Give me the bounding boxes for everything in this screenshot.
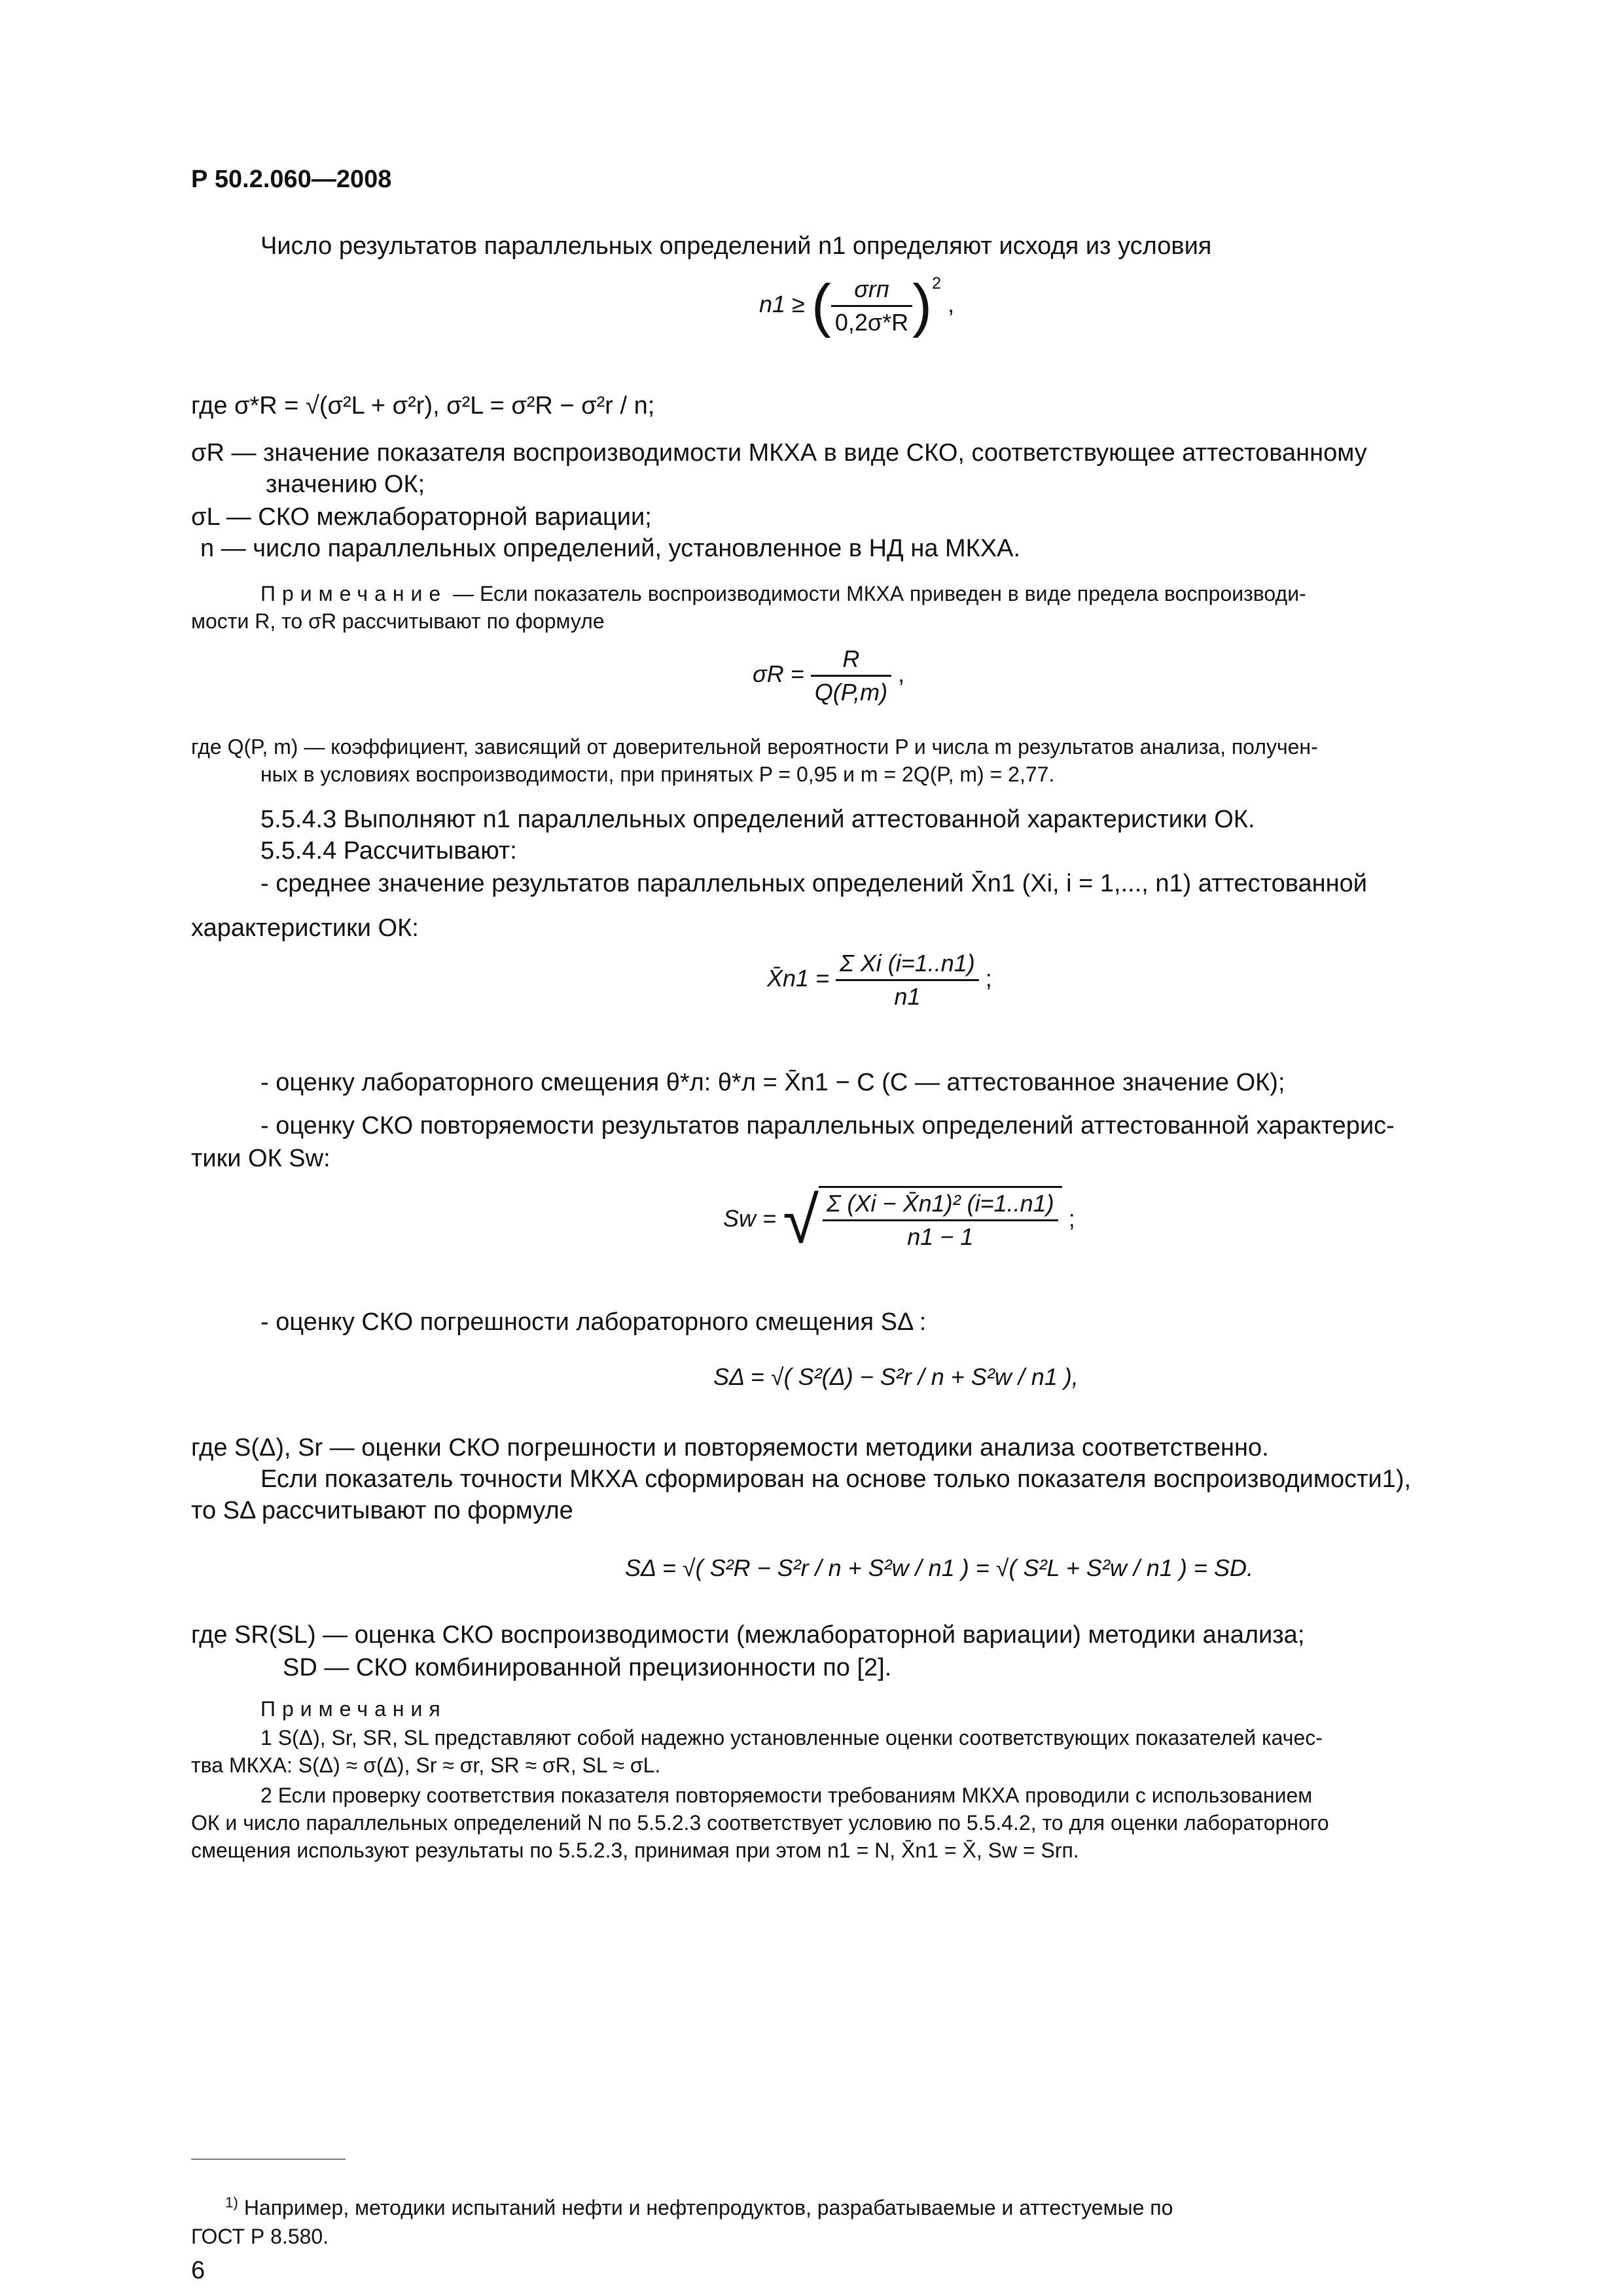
where-sr-line2: SD — СКО комбинированной прецизионности по [2]. xyxy=(283,1654,892,1681)
bullet-bias-error: - оценку СКО погрешности лабораторного смещения SΔ : xyxy=(260,1308,927,1336)
where-s-delta: где S(Δ), Sr — оценки СКО погрешности и повторяемости методики анализа соответственно. xyxy=(191,1434,1269,1462)
eq3-numerator: Σ Xi (i=1..n1) xyxy=(836,949,979,981)
bullet-repeatability-line2: тики ОК Sw: xyxy=(191,1145,330,1172)
eq4-lhs: Sw = xyxy=(723,1205,777,1232)
eq2-numerator: R xyxy=(811,645,891,677)
bullet-mean-line2: характеристики ОК: xyxy=(191,914,419,942)
eq4-tail: ; xyxy=(1068,1205,1075,1232)
note1-line1 xyxy=(260,580,1306,607)
definition-n: n — число параллельных определений, установленное в НД на МКХА. xyxy=(200,535,1021,562)
note-2-line3: смещения используют результаты по 5.5.2.3, принимая при этом n1 = N, X̄n1 = X̄, Sw = Srп. xyxy=(191,1839,1079,1862)
eq4-denominator: n1 − 1 xyxy=(907,1223,974,1250)
paragraph-if-line1: Если показатель точности МКХА сформирован на основе только показателя воспроизводимости1), xyxy=(260,1465,1412,1493)
eq2-tail: , xyxy=(898,660,905,688)
note-2-line2: ОК и число параллельных определений N по 5.5.2.3 соответствует условию по 5.5.4.2, то для оценки лабораторного xyxy=(191,1811,1329,1835)
eq1-lhs: n1 ≥ xyxy=(759,291,805,318)
eq1-numerator: σrп xyxy=(831,275,912,307)
eq2-lhs: σR = xyxy=(753,660,804,688)
eq4-numerator: Σ (Xi − X̄n1)² (i=1..n1) xyxy=(823,1189,1058,1221)
footnote-line2: ГОСТ Р 8.580. xyxy=(191,2225,329,2248)
bullet-repeatability-line1: - оценку СКО повторяемости результатов параллельных определений аттестованной характерис- xyxy=(260,1112,1395,1139)
where-q-line1: где Q(P, m) — коэффициент, зависящий от доверительной вероятности P и числа m результатов анализа, получен- xyxy=(191,735,1318,759)
bullet-lab-bias: - оценку лабораторного смещения θ*л: θ*л = X̄n1 − C (C — аттестованное значение ОК); xyxy=(260,1069,1285,1096)
eq1-power: 2 xyxy=(932,274,942,293)
note1-line2: мости R, то σR рассчитывают по формуле xyxy=(191,609,605,633)
footnote-text1: Например, методики испытаний нефти и нефтепродуктов, разрабатываемые и аттестуемые по xyxy=(243,2196,1173,2219)
equation-sigma-r xyxy=(753,645,904,707)
eq3-tail: ; xyxy=(985,965,992,992)
note-1-line2: тва МКХА: S(Δ) ≈ σ(Δ), Sr ≈ σr, SR ≈ σR, SL ≈ σL. xyxy=(191,1753,661,1777)
definition-sigma-l: σL — СКО межлабораторной вариации; xyxy=(191,503,652,531)
note-1-line1: 1 S(Δ), Sr, SR, SL представляют собой надежно установленные оценки соответствующих показателей качес- xyxy=(260,1726,1323,1749)
where-sr-line1: где SR(SL) — оценка СКО воспроизводимости (межлабораторной вариации) методики анализа; xyxy=(191,1621,1305,1649)
note-2-line1: 2 Если проверку соответствия показателя повторяемости требованиям МКХА проводили с использованием xyxy=(260,1784,1313,1807)
eq2-denominator: Q(P,m) xyxy=(814,679,888,706)
equation-s-delta-repro: SΔ = √( S²R − S²r / n + S²w / n1 ) = √( S²L + S²w / n1 ) = SD. xyxy=(625,1554,1253,1581)
paragraph-if-line2: то SΔ рассчитывают по формуле xyxy=(191,1497,573,1524)
definition-sigma-r-line1: σR — значение показателя воспроизводимости МКХА в виде СКО, соответствующее аттестованному xyxy=(191,439,1367,467)
equation-mean xyxy=(767,949,992,1011)
page-number: 6 xyxy=(191,2257,205,2284)
note1-text1: — Если показатель воспроизводимости МКХА приведен в виде предела воспроизводи- xyxy=(453,582,1306,605)
paragraph-5-5-4-3: 5.5.4.3 Выполняют n1 параллельных определений аттестованной характеристики ОК. xyxy=(260,806,1255,833)
document-code: Р 50.2.060—2008 xyxy=(191,166,392,193)
definition-sigma-r-line2: значению ОК; xyxy=(266,471,425,498)
where-sigma-star: где σ*R = √(σ²L + σ²r), σ²L = σ²R − σ²r / n; xyxy=(191,392,655,420)
eq1-tail: , xyxy=(948,291,955,318)
note1-label: Примечание xyxy=(260,582,448,605)
equation-s-delta: SΔ = √( S²(Δ) − S²r / n + S²w / n1 ), xyxy=(713,1363,1079,1390)
footnote-divider xyxy=(191,2159,346,2160)
paragraph-5-5-4-4: 5.5.4.4 Рассчитывают: xyxy=(260,837,517,865)
footnote-line1 xyxy=(225,2194,1173,2221)
bullet-mean-line1: - среднее значение результатов параллельных определений X̄n1 (Xi, i = 1,..., n1) аттестованной xyxy=(260,870,1367,897)
eq3-denominator: n1 xyxy=(894,983,921,1010)
equation-n1-condition: n1 ≥ ( $\frac{\text{σrп}}{0,2\sigma*R}$ )$^2$ , xyxy=(759,273,955,339)
paragraph-sample-count: Число результатов параллельных определений n1 определяют исходя из условия xyxy=(260,232,1212,260)
footnote-marker: 1) xyxy=(225,2194,238,2211)
eq1-denominator: 0,2σ*R xyxy=(834,309,909,336)
equation-sw: Sw = √ $\frac{\text{Σ (Xi − X̄n1)² (i=1..n1)}}{n1 - 1}$ ; xyxy=(723,1183,1075,1257)
notes-label: Примечания xyxy=(260,1697,447,1721)
eq3-lhs: X̄n1 = xyxy=(767,965,830,992)
where-q-line2: ных в условиях воспроизводимости, при принятых P = 0,95 и m = 2Q(P, m) = 2,77. xyxy=(260,762,1055,786)
